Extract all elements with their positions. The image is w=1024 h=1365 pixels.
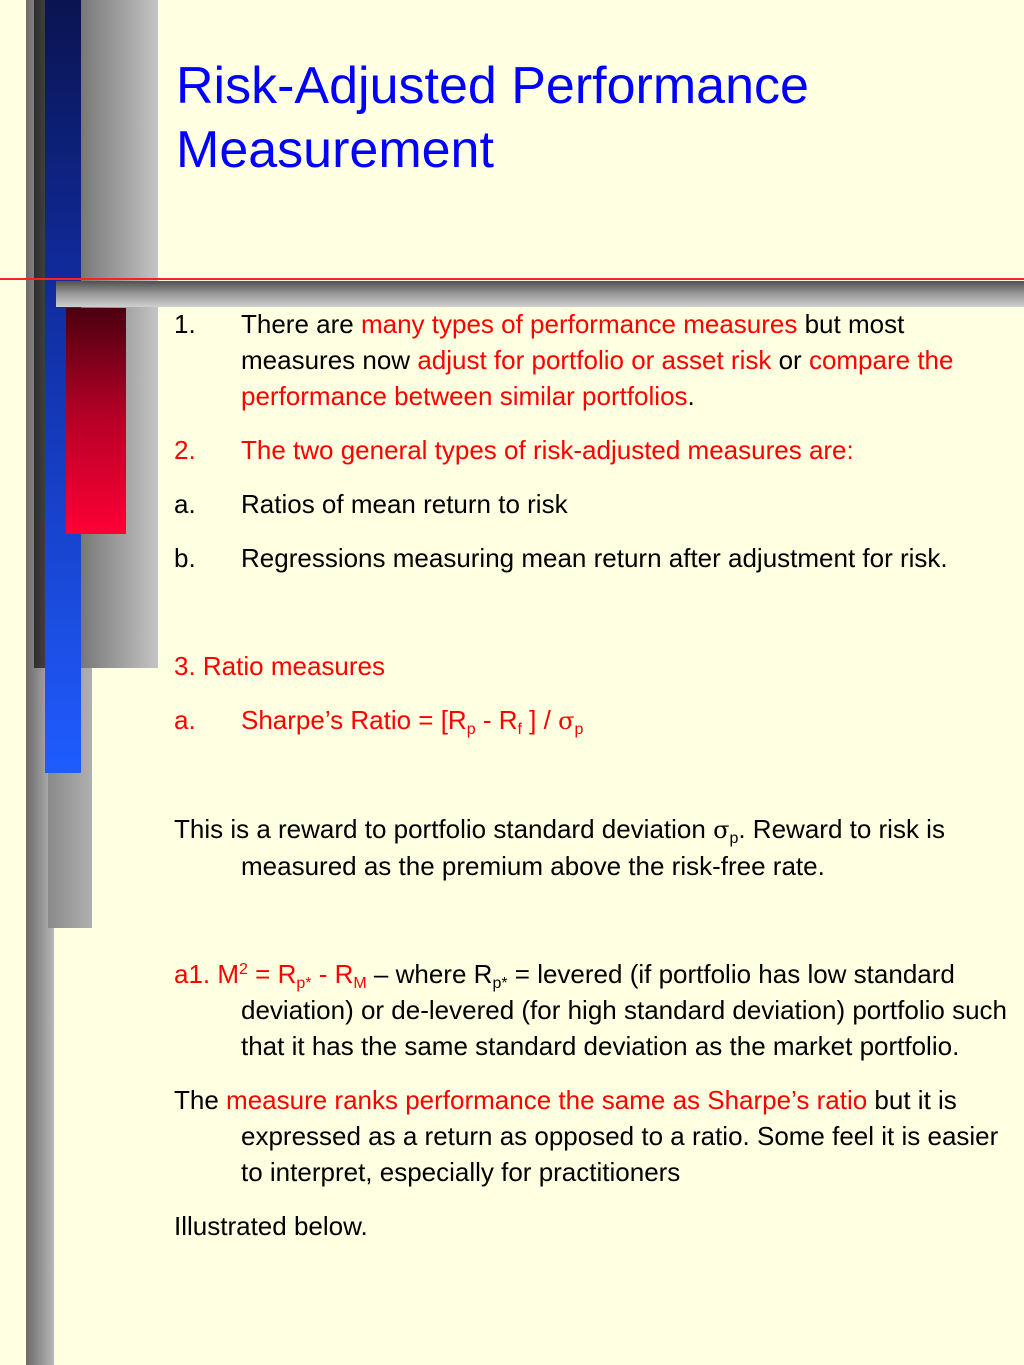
text: The xyxy=(174,1085,227,1115)
highlight-text: = R xyxy=(247,959,297,989)
subscript: M xyxy=(353,975,367,992)
slide-title xyxy=(176,54,1016,182)
highlight-text: compare the performance between similar portfolios xyxy=(241,345,954,411)
reward-paragraph xyxy=(174,811,1014,884)
subscript: p xyxy=(466,721,476,738)
sigma-symbol: σ xyxy=(713,816,730,844)
list-item-b xyxy=(174,540,1014,576)
list-letter: b. xyxy=(174,543,196,573)
text: ] / xyxy=(521,705,559,735)
red-divider-line xyxy=(0,278,1024,280)
highlight-text: measure ranks performance the same as Sharpe’s ratio xyxy=(226,1085,868,1115)
list-number: 2. xyxy=(174,435,196,465)
text: = levered (if portfolio has low standard deviation) or de-levered (for high standard deviation) portfolio such that it has the same standard deviation as the market portfolio. xyxy=(241,959,1007,1061)
list-item-a xyxy=(174,486,1014,522)
list-number: 1. xyxy=(174,309,196,339)
list-letter: a. xyxy=(174,705,196,735)
gray-horizontal-bar xyxy=(56,281,1024,307)
text: Regressions measuring mean return after adjustment for risk. xyxy=(241,543,948,573)
text: . xyxy=(687,381,695,411)
subscript: p xyxy=(574,721,584,738)
list-item-1 xyxy=(174,306,1014,414)
text: - R xyxy=(475,705,518,735)
text: but most measures now xyxy=(241,309,905,375)
m2-paragraph xyxy=(174,956,1014,1064)
slide-body xyxy=(174,306,1014,1244)
text: Sharpe’s Ratio = [R xyxy=(241,705,467,735)
text: Ratios of mean return to risk xyxy=(241,489,568,519)
text: – where R xyxy=(366,959,493,989)
highlight-text: - R xyxy=(311,959,354,989)
text: This is a reward to portfolio standard deviation xyxy=(174,814,714,844)
text: . Reward to risk is measured as the premium above the risk-free rate. xyxy=(241,814,945,881)
sigma-symbol: σ xyxy=(558,707,575,735)
sharpe-formula xyxy=(174,702,1014,739)
superscript: 2 xyxy=(239,961,248,978)
highlight-text: a1. M xyxy=(174,959,240,989)
list-item-2 xyxy=(174,432,1014,468)
subscript: p xyxy=(729,830,739,847)
text: The two general types of risk-adjusted measures are: xyxy=(241,435,854,465)
list-letter: a. xyxy=(174,489,196,519)
illustrated-below: Illustrated below. xyxy=(174,1211,368,1241)
text: or xyxy=(771,345,809,375)
title-line-2: Measurement xyxy=(176,121,494,179)
title-line-1: Risk-Adjusted Performance xyxy=(176,57,809,115)
subscript: f xyxy=(517,721,522,738)
ratio-heading: 3. Ratio measures xyxy=(174,651,385,681)
text: but it is expressed as a return as opposed to a ratio. Some feel it is easier to interpret, especially for practitioners xyxy=(241,1085,999,1187)
measure-paragraph xyxy=(174,1082,1014,1190)
highlight-text: adjust for portfolio or asset risk xyxy=(417,345,772,375)
subscript: p* xyxy=(492,975,508,992)
red-gradient-bar xyxy=(66,308,126,534)
text: There are xyxy=(241,309,361,339)
subscript: p* xyxy=(296,975,312,992)
highlight-text: many types of performance measures xyxy=(360,309,798,339)
